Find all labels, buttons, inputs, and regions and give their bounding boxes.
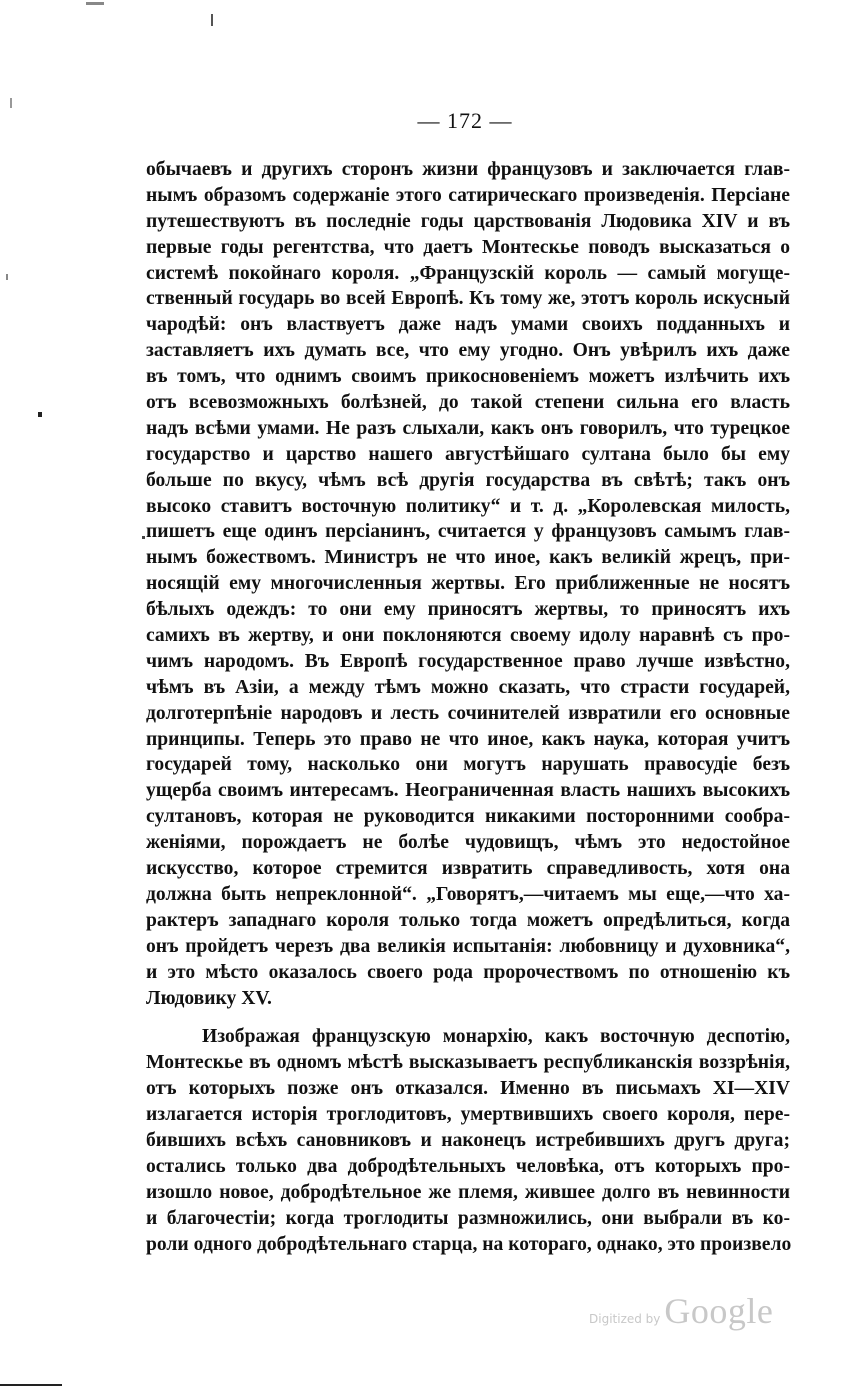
text-line: пишетъ еще одинъ персіанинъ, считается у французовъ самымъ глав- — [146, 521, 790, 543]
text-line: Монтескье въ одномъ мѣстѣ высказываетъ республиканскія воззрѣнія, — [146, 1052, 790, 1074]
bottom-rule — [0, 1384, 62, 1386]
scan-artifact — [211, 14, 213, 26]
text-line: онъ пройдетъ черезъ два великія испытанія: любовницу и духовника“, — [146, 935, 790, 957]
text-line: ственный государь во всей Европѣ. Къ тому же, этотъ король искусный — [146, 288, 790, 310]
text-line: чародѣй: онъ властвуетъ даже надъ умами своихъ подданныхъ и — [146, 314, 790, 336]
text-line: остались только два добродѣтельныхъ человѣка, отъ которыхъ про- — [146, 1155, 790, 1177]
text-line: высоко ставитъ восточную политику“ и т. д. „Королевская милость, — [146, 495, 790, 517]
text-line: нымъ божествомъ. Министръ не что иное, какъ великій жрецъ, при- — [146, 547, 790, 569]
watermark-prefix: Digitized by — [589, 1312, 661, 1326]
google-logo: Google — [664, 1291, 774, 1331]
digitized-watermark — [589, 1290, 773, 1332]
text-line: чѣмъ въ Азіи, а между тѣмъ можно сказать, что страсти государей, — [146, 676, 790, 698]
text-line: носящій ему многочисленныя жертвы. Его приближенные не носятъ — [146, 573, 790, 595]
text-line: ущерба своимъ интересамъ. Неограниченная власть нашихъ высокихъ — [146, 780, 790, 802]
page-number: — 172 — — [417, 108, 513, 133]
text-line: обычаевъ и другихъ сторонъ жизни французовъ и заключается глав- — [146, 159, 790, 180]
text-line: искусство, которое стремится извратить справедливость, хотя она — [146, 858, 790, 880]
text-line: долготерпѣніе народовъ и лесть сочинителей извратили его основные — [146, 702, 790, 724]
paragraph — [146, 157, 790, 1011]
scan-artifact — [142, 536, 145, 539]
text-line: больше по вкусу, чѣмъ всѣ другія государства въ свѣтѣ; такъ онъ — [146, 469, 790, 491]
text-line: бившихъ всѣхъ сановниковъ и наконецъ истребившихъ другъ друга; — [146, 1129, 790, 1151]
text-line: въ томъ, что однимъ своимъ прикосновеніемъ можетъ излѣчить ихъ — [146, 366, 790, 388]
text-line: принципы. Теперь это право не что иное, какъ наука, которая учитъ — [146, 728, 790, 750]
text-line: женіями, порождаетъ не болѣе чудовищъ, чѣмъ это недостойное — [146, 832, 790, 854]
text-line: и благочестіи; когда троглодиты размножились, они выбрали въ ко- — [146, 1207, 790, 1229]
paragraph-gap — [146, 1011, 790, 1024]
scan-artifact — [10, 98, 12, 108]
text-line: излагается исторія троглодитовъ, умертвившихъ своего короля, пере- — [146, 1104, 790, 1126]
scan-artifact — [6, 274, 8, 280]
text-line: надъ всѣми умами. Не разъ слыхали, какъ онъ говорилъ, что турецкое — [146, 417, 790, 439]
text-line: самихъ въ жертву, и они поклоняются своему идолу наравнѣ съ про- — [146, 625, 790, 647]
text-line: нымъ образомъ содержаніе этого сатирическаго произведенія. Персіане — [146, 184, 790, 206]
text-line: Людовику XV. — [146, 987, 272, 1009]
text-line: первые годы регентства, что даетъ Монтескье поводъ высказаться о — [146, 236, 790, 258]
text-line: государей тому, насколько они могутъ нарушать правосудіе безъ — [146, 754, 790, 776]
text-line: султановъ, которая не руководится никакими посторонними сообра- — [146, 806, 790, 828]
text-line: отъ которыхъ позже онъ отказался. Именно въ письмахъ XI—XIV — [146, 1078, 790, 1100]
text-line: государство и царство нашего августѣйшаго султана было бы ему — [146, 443, 790, 465]
text-line: рактеръ западнаго короля только тогда можетъ опредѣлиться, когда — [146, 909, 790, 931]
text-line: роли одного добродѣтельнаго старца, на котораго, однако, это произвело — [146, 1233, 792, 1255]
scan-artifact — [38, 412, 42, 417]
body-text — [146, 157, 790, 1257]
paragraph — [146, 1024, 790, 1257]
scan-artifact — [86, 2, 104, 5]
text-line: путешествуютъ въ последніе годы царствованія Людовика XIV и въ — [146, 210, 790, 232]
text-line: изошло новое, добродѣтельное же племя, жившее долго въ невинности — [146, 1181, 790, 1203]
text-line: должна быть непреклонной“. „Говорятъ,—читаемъ мы еще,—что ха- — [146, 883, 790, 905]
text-line: заставляетъ ихъ думать все, что ему угодно. Онъ увѣрилъ ихъ даже — [146, 340, 790, 362]
text-line: системѣ покойнаго короля. „Французскій король — самый могуще- — [146, 262, 790, 284]
text-line: чимъ народомъ. Въ Европѣ государственное право лучше извѣстно, — [146, 650, 790, 672]
text-line: Изображая французскую монархію, какъ восточную деспотію, — [202, 1026, 790, 1048]
text-line: отъ всевозможныхъ болѣзней, до такой степени сильна его власть — [146, 392, 790, 414]
text-line: и это мѣсто оказалось своего рода пророчествомъ по отношенію къ — [146, 961, 790, 983]
text-line: бѣлыхъ одеждъ: то они ему приносятъ жертвы, то приносятъ ихъ — [146, 599, 790, 621]
